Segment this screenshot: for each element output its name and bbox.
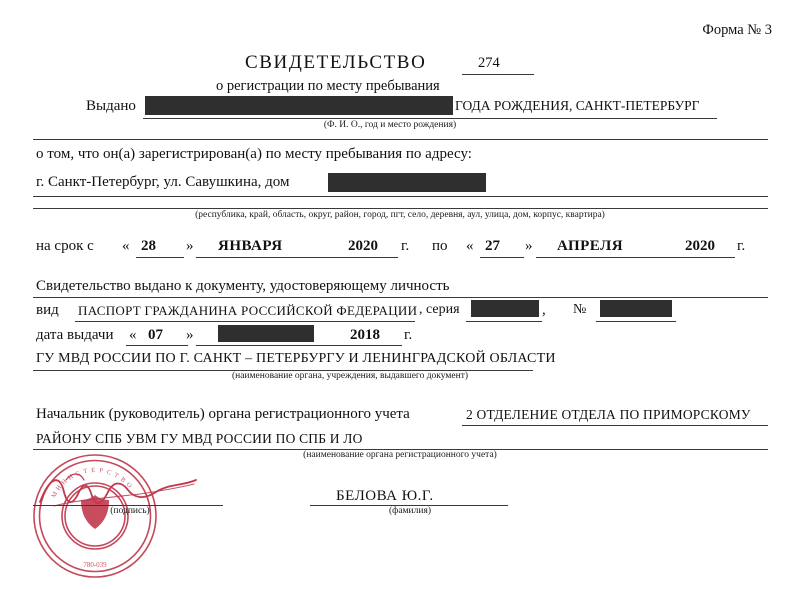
address-value: г. Санкт-Петербург, ул. Савушкина, дом [36, 174, 290, 190]
page-subtitle: о регистрации по месту пребывания [216, 78, 440, 94]
svg-text:И: И [54, 483, 64, 493]
term-g-from: г. [401, 238, 410, 254]
svg-text:В: В [118, 475, 128, 485]
term-day-to: 27 [485, 238, 500, 254]
issue-date-quote-close: » [186, 327, 194, 343]
term-quote-close-from: » [186, 238, 194, 254]
chief-organ-line-1: 2 ОТДЕЛЕНИЕ ОТДЕЛА ПО ПРИМОРСКОМУ [466, 407, 751, 422]
term-day-from: 28 [141, 238, 156, 254]
term-po-label: по [432, 238, 448, 254]
rule-address-2 [33, 208, 768, 209]
series-comma: , [542, 302, 546, 318]
official-round-stamp [22, 443, 168, 589]
rule-term-year-from [344, 257, 398, 258]
svg-text:Н: Н [60, 477, 69, 487]
caption-fio: (Ф. И. О., год и место рождения) [323, 120, 457, 130]
certificate-number: 274 [478, 55, 500, 71]
term-quote-open-from: « [122, 238, 130, 254]
svg-text:Т: Т [112, 471, 120, 480]
caption-registration-organ: (наименование органа регистрационного учета) [303, 450, 497, 460]
term-prefix: на срок с [36, 238, 94, 254]
redaction-address [328, 173, 486, 192]
svg-text:Е: Е [91, 466, 96, 475]
svg-text:И: И [66, 473, 75, 482]
issue-date-g: г. [404, 327, 413, 343]
issue-date-day: 07 [148, 327, 163, 343]
term-month-from: ЯНВАРЯ [218, 238, 283, 254]
redaction-name [145, 96, 453, 115]
issue-date-label: дата выдачи [36, 327, 114, 343]
rule-term-year-to [681, 257, 735, 258]
svg-text:М: М [50, 490, 60, 500]
page-title: СВИДЕТЕЛЬСТВО [245, 52, 427, 73]
svg-text:Т: Т [82, 467, 89, 476]
svg-text:С: С [105, 468, 113, 477]
document-series-label: , серия [419, 302, 460, 317]
issued-rule [143, 118, 717, 119]
rule-second [33, 139, 768, 140]
rule-issue-month [196, 345, 346, 346]
svg-text:С: С [74, 469, 82, 478]
issue-date-year: 2018 [350, 327, 380, 343]
term-quote-close-to: » [525, 238, 533, 254]
issue-date-quote-open: « [129, 327, 137, 343]
document-kind-value: ПАСПОРТ ГРАЖДАНИНА РОССИЙСКОЙ ФЕДЕРАЦИИ [78, 303, 418, 318]
svg-text:О: О [124, 481, 134, 490]
form-number: Форма № 3 [702, 22, 772, 38]
chief-label: Начальник (руководитель) органа регистрационного учета [36, 406, 410, 422]
rule-term-day-from [136, 257, 184, 258]
rule-issue-year [346, 345, 402, 346]
rule-term-day-to [480, 257, 524, 258]
rule-identity-title [33, 297, 768, 298]
document-number-label: № [573, 302, 587, 317]
caption-issuing-organ: (наименование органа, учреждения, выдавшего документ) [231, 371, 469, 381]
rule-address-1 [33, 196, 768, 197]
rule-document-kind [75, 321, 415, 322]
redaction-document-number [600, 300, 672, 317]
caption-address: (республика, край, область, округ, район, город, пгт, село, деревня, аул, улица, дом, корпус, квартира) [195, 210, 605, 220]
issued-label: Выдано [86, 98, 136, 114]
issued-birth-place: ГОДА РОЖДЕНИЯ, САНКТ-ПЕТЕРБУРГ [455, 98, 700, 113]
identity-document-title: Свидетельство выдано к документу, удостоверяющему личность [36, 278, 450, 294]
rule-chief-1 [462, 425, 768, 426]
term-quote-open-to: « [466, 238, 474, 254]
rule-document-series [466, 321, 542, 322]
term-g-to: г. [737, 238, 746, 254]
document-kind-label: вид [36, 302, 59, 318]
term-year-from: 2020 [348, 238, 378, 254]
redaction-series [471, 300, 539, 317]
rule-issue-day [126, 345, 188, 346]
redaction-issue-month [218, 325, 314, 342]
rule-term-month-from [196, 257, 348, 258]
chief-family-name: БЕЛОВА Ю.Г. [336, 488, 434, 504]
rule-term-month-to [536, 257, 684, 258]
rule-document-number [596, 321, 676, 322]
registration-statement: о том, что он(а) зарегистрирован(а) по месту пребывания по адресу: [36, 146, 472, 162]
svg-text:780-039: 780-039 [83, 561, 107, 569]
caption-signature: (подпись) [110, 506, 150, 516]
certificate-number-rule [462, 74, 534, 75]
svg-text:Р: Р [98, 467, 104, 475]
term-year-to: 2020 [685, 238, 715, 254]
issuing-organ-value: ГУ МВД РОССИИ ПО Г. САНКТ – ПЕТЕРБУРГУ И ЛЕНИНГРАДСКОЙ ОБЛАСТИ [36, 351, 556, 366]
chief-organ-line-2: РАЙОНУ СПБ УВМ ГУ МВД РОССИИ ПО СПБ И ЛО [36, 431, 363, 446]
caption-family-name: (фамилия) [389, 506, 431, 516]
term-month-to: АПРЕЛЯ [557, 238, 624, 254]
